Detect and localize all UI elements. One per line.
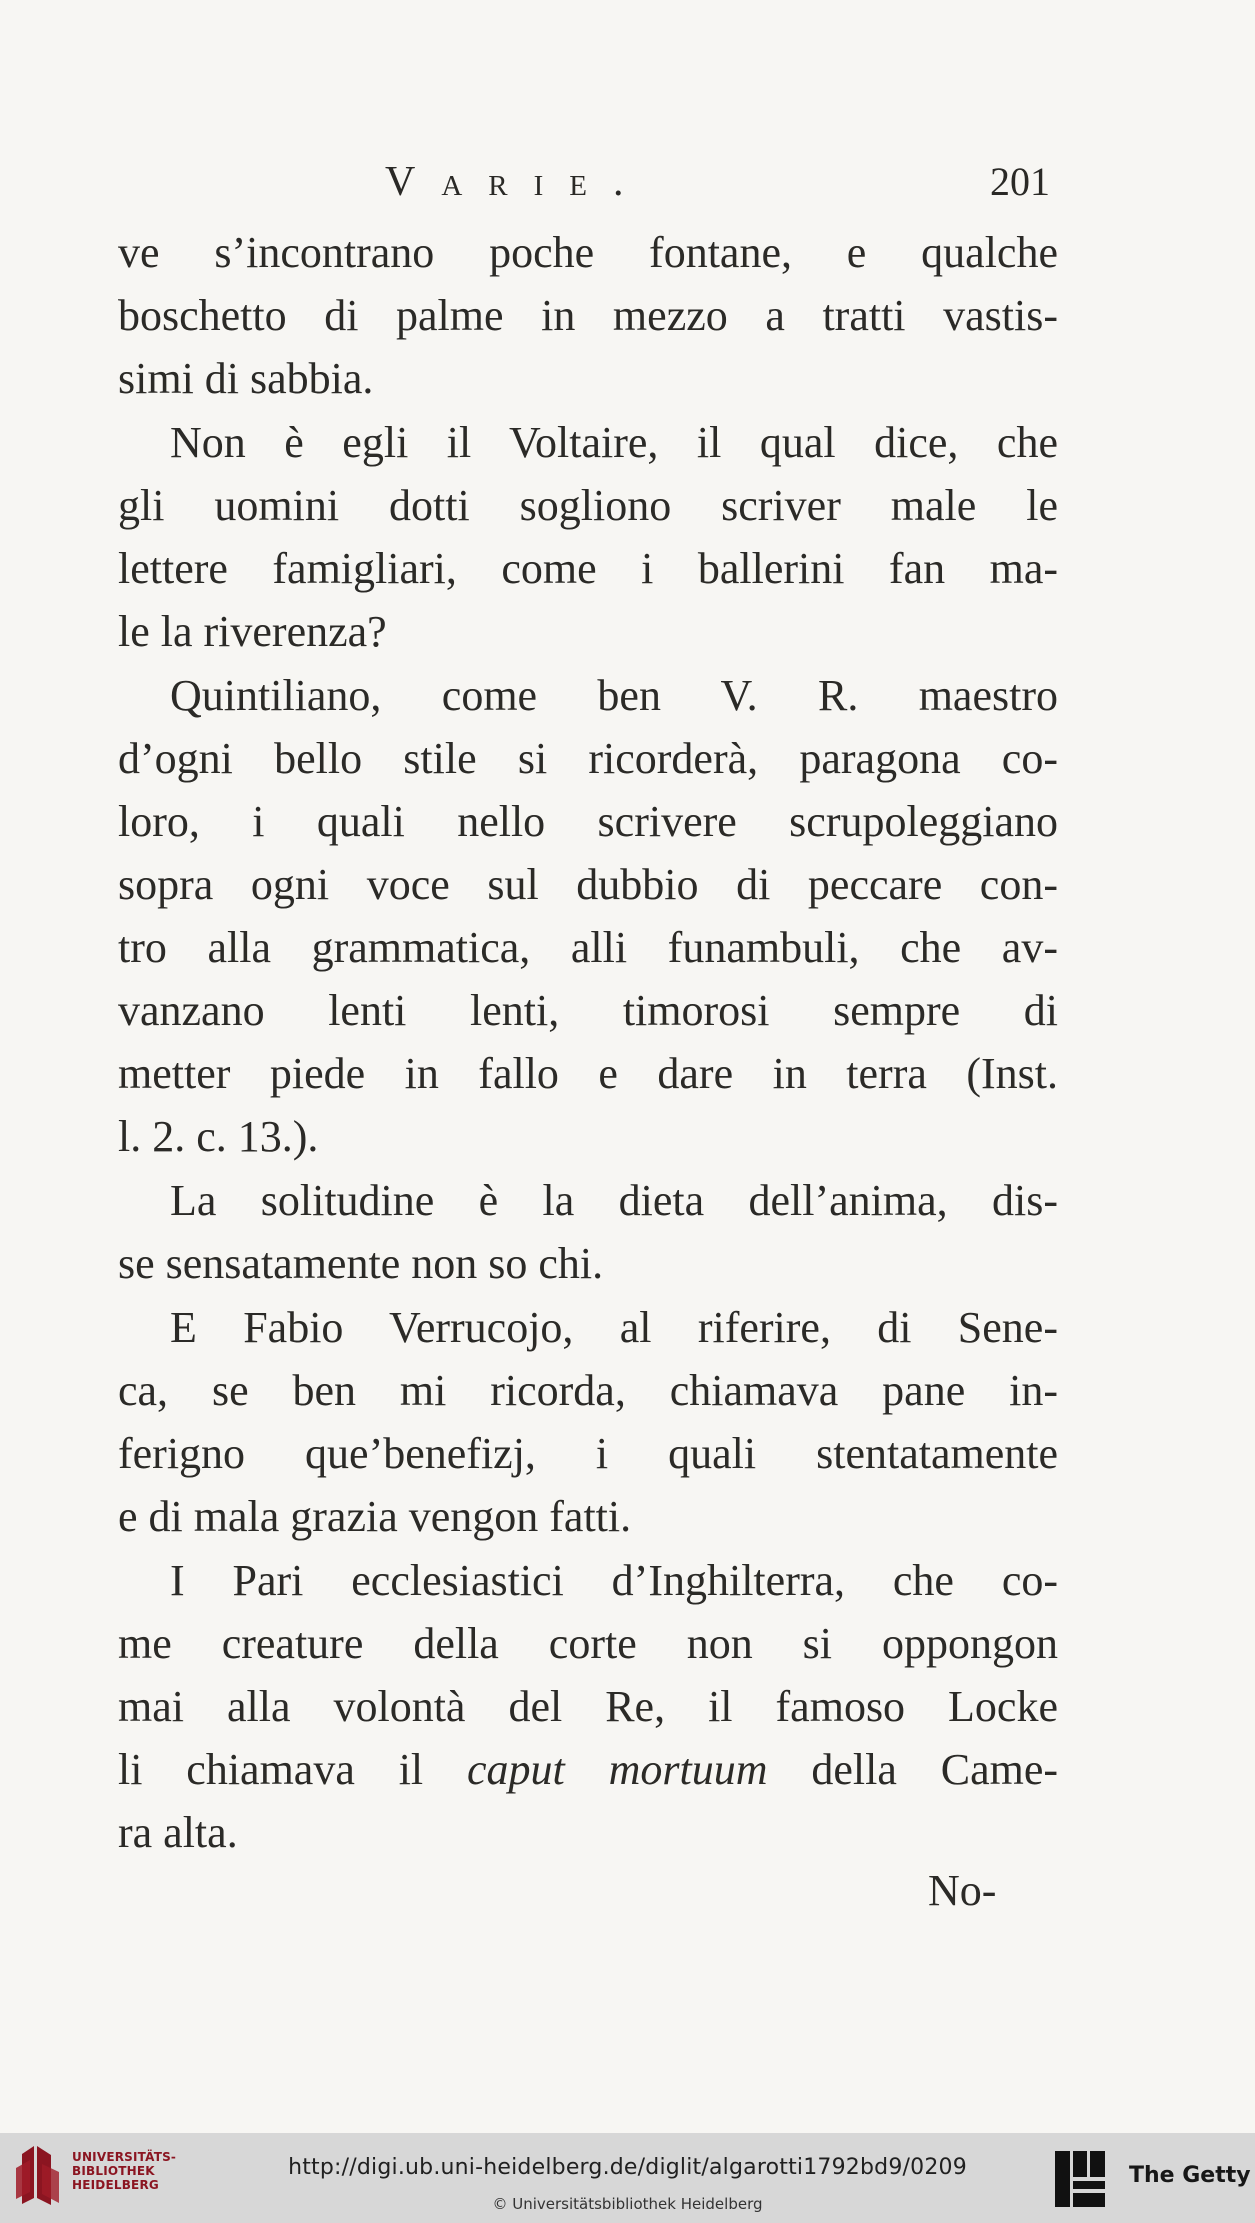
- text-line: Non è egli il Voltaire, il qual dice, che: [170, 418, 1058, 467]
- text-line: Quintiliano, come ben V. R. maestro: [170, 671, 1058, 720]
- text-line: ve s’incontrano poche fontane, e qualche: [118, 228, 1058, 277]
- text-line: lettere famigliari, come i ballerini fan ma-: [118, 544, 1058, 593]
- text-line: le la riverenza?: [118, 607, 387, 656]
- text-line: tro alla grammatica, alli funambuli, che av-: [118, 923, 1058, 972]
- text-line: gli uomini dotti sogliono scriver male le: [118, 481, 1058, 530]
- library-name-line: BIBLIOTHEK: [72, 2164, 155, 2178]
- text-line: boschetto di palme in mezzo a tratti vastis-: [118, 291, 1058, 340]
- getty-name: The Getty: [1129, 2163, 1251, 2188]
- getty-logo-icon: [1055, 2151, 1105, 2207]
- library-name-line: UNIVERSITÄTS-: [72, 2150, 177, 2164]
- text-line: ferigno que’benefizj, i quali stentatamente: [118, 1429, 1058, 1478]
- source-url[interactable]: http://digi.ub.uni-heidelberg.de/diglit/algarotti1792bd9/0209: [288, 2155, 967, 2180]
- text-line: ra alta.: [118, 1808, 238, 1857]
- text-line: [118, 1739, 1058, 1801]
- main-text-block: [118, 222, 1058, 1982]
- page-header: [385, 158, 1050, 218]
- library-name-line: HEIDELBERG: [72, 2178, 159, 2192]
- text-line: loro, i quali nello scrivere scrupoleggiano: [118, 797, 1058, 846]
- copyright-text: © Universitätsbibliothek Heidelberg: [492, 2195, 763, 2213]
- text-line: se sensatamente non so chi.: [118, 1239, 604, 1288]
- page-number: 201: [990, 159, 1050, 204]
- text-line: d’ogni bello stile si ricorderà, paragona co-: [118, 734, 1058, 783]
- running-title: Varie.: [385, 159, 650, 205]
- digital-library-footer: [0, 2133, 1255, 2223]
- text-line: sopra ogni voce sul dubbio di peccare con-: [118, 860, 1058, 909]
- text-line: mai alla volontà del Re, il famoso Locke: [118, 1682, 1058, 1731]
- text-segment: della Came-: [767, 1745, 1058, 1794]
- text-line: me creature della corte non si oppongon: [118, 1619, 1058, 1668]
- text-segment: li chiamava il: [118, 1745, 468, 1794]
- text-line: E Fabio Verrucojo, al riferire, di Sene-: [170, 1303, 1058, 1352]
- text-line: La solitudine è la dieta dell’anima, dis-: [170, 1176, 1058, 1225]
- catchword: No-: [928, 1866, 997, 1915]
- text-line: simi di sabbia.: [118, 354, 374, 403]
- text-line: e di mala grazia vengon fatti.: [118, 1492, 632, 1541]
- text-line: vanzano lenti lenti, timorosi sempre di: [118, 986, 1058, 1035]
- text-line: ca, se ben mi ricorda, chiamava pane in-: [118, 1366, 1058, 1415]
- text-line: metter piede in fallo e dare in terra (Inst.: [118, 1049, 1058, 1098]
- latin-phrase: caput mortuum: [467, 1745, 768, 1794]
- text-line: I Pari ecclesiastici d’Inghilterra, che co-: [170, 1556, 1058, 1605]
- text-line: l. 2. c. 13.).: [118, 1112, 319, 1161]
